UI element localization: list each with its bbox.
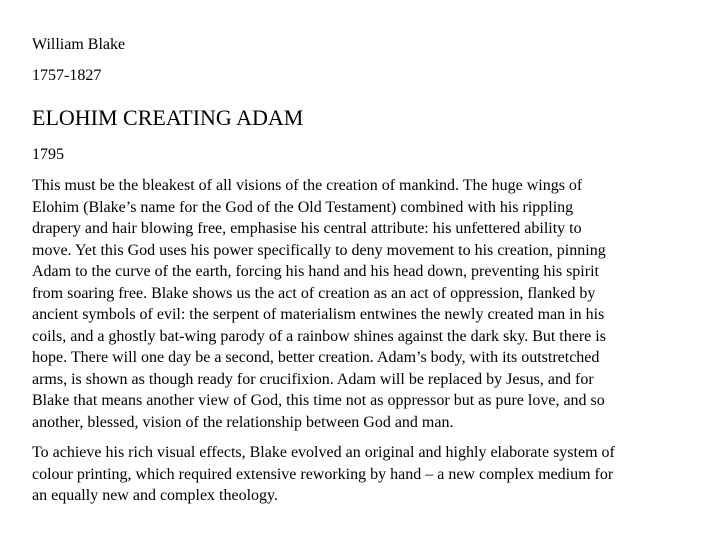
artwork-title: ELOHIM CREATING ADAM xyxy=(32,105,304,130)
text-line: colour printing, which required extensive reworking by hand – a new complex medium for xyxy=(32,465,614,483)
text-line: Elohim (Blake’s name for the God of the Old Testament) combined with his rippling xyxy=(32,198,574,216)
text-line: another, blessed, vision of the relationship between God and man. xyxy=(32,413,454,431)
text-line: Adam to the curve of the earth, forcing his hand and his head down, preventing his spirit xyxy=(32,263,599,280)
text-line: This must be the bleakest of all visions of the creation of mankind. The huge wings of xyxy=(32,177,583,194)
text-line: an equally new and complex theology. xyxy=(32,487,278,504)
description-paragraph-2 xyxy=(32,442,688,507)
artwork-year: 1795 xyxy=(32,146,64,163)
text-line: drapery and hair blowing free, emphasise his central attribute: his unfettered ability to xyxy=(32,220,582,237)
description-paragraph-1 xyxy=(32,175,688,433)
text-line: To achieve his rich visual effects, Blake evolved an original and highly elaborate system of xyxy=(32,444,615,461)
artist-dates: 1757-1827 xyxy=(32,67,102,84)
text-line: move. Yet this God uses his power specifically to deny movement to his creation, pinning xyxy=(32,241,606,259)
text-line: arms, is shown as though ready for crucifixion. Adam will be replaced by Jesus, and for xyxy=(32,370,594,388)
text-line: hope. There will one day be a second, better creation. Adam’s body, with its outstretched xyxy=(32,349,600,366)
text-line: coils, and a ghostly bat-wing parody of a rainbow shines against the dark sky. But there is xyxy=(32,327,606,345)
artist-name: William Blake xyxy=(32,36,126,53)
text-line: from soaring free. Blake shows us the act of creation as an act of oppression, flanked by xyxy=(32,284,596,302)
text-line: ancient symbols of evil: the serpent of materialism entwines the newly created man in his xyxy=(32,306,605,323)
text-line: Blake that means another view of God, this time not as oppressor but as pure love, and so xyxy=(32,392,605,409)
